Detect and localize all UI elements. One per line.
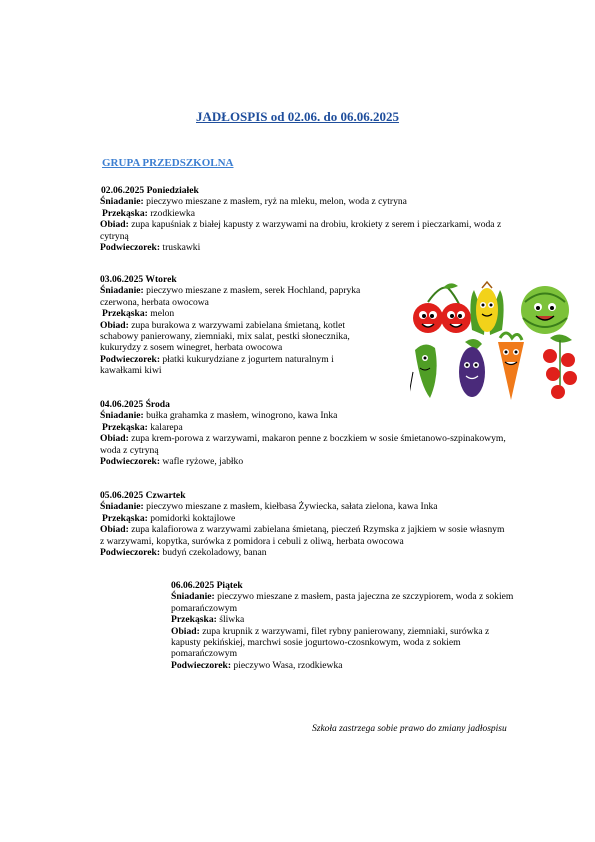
day-thursday	[100, 490, 504, 558]
snack-label: Przekąska:	[102, 207, 148, 219]
afternoon-text: pieczywo Wasa, rzodkiewka	[231, 659, 343, 671]
snack-label: Przekąska:	[102, 421, 148, 433]
breakfast-text: pieczywo mieszane z masłem, pasta jajeczna ze szczypiorem, woda z sokiem	[214, 591, 514, 603]
lunch-text-cont: schabowy panierowany, ziemniaki, mix salat, pestki słonecznika,	[100, 331, 350, 343]
breakfast-label: Śniadanie:	[100, 285, 144, 297]
breakfast-label: Śniadanie:	[171, 591, 215, 603]
pea-pod-icon	[410, 344, 437, 400]
afternoon-label: Podwieczorek:	[100, 353, 161, 365]
redcurrants-icon	[543, 334, 577, 399]
afternoon-label: Podwieczorek:	[100, 456, 161, 468]
snack-text: kalarepa	[147, 421, 183, 433]
afternoon-text: wafle ryżowe, jabłko	[160, 456, 244, 468]
afternoon-label: Podwieczorek:	[171, 659, 232, 671]
cherries-icon	[413, 283, 471, 333]
snack-text: melon	[147, 308, 175, 320]
breakfast-text: bułka grahamka z masłem, winogrono, kawa Inka	[143, 410, 338, 422]
lunch-label: Obiad:	[100, 433, 129, 445]
lunch-label: Obiad:	[171, 625, 200, 637]
day-title: 02.06.2025 Poniedziałek	[101, 185, 199, 196]
day-title: 05.06.2025 Czwartek	[100, 490, 186, 501]
lunch-label: Obiad:	[100, 319, 129, 331]
snack-label: Przekąska:	[171, 614, 217, 626]
lunch-text-cont: pomarańczowym	[171, 648, 238, 660]
group-heading: GRUPA PRZEDSZKOLNA	[102, 157, 234, 169]
snack-text: pomidorki koktajlowe	[147, 512, 236, 524]
breakfast-text-cont: pomarańczowym	[171, 602, 238, 614]
breakfast-text: pieczywo mieszane z masłem, serek Hochland, papryka	[143, 285, 361, 297]
day-title: 04.06.2025 Środa	[100, 399, 170, 410]
day-title: 03.06.2025 Wtorek	[100, 274, 177, 285]
snack-label: Przekąska:	[102, 512, 148, 524]
lunch-text-cont: kapusty pekińskiej, marchwi sosie jogurtowo-czosnkowym, woda z sokiem	[171, 637, 461, 649]
lunch-label: Obiad:	[100, 219, 129, 231]
afternoon-label: Podwieczorek:	[100, 242, 161, 254]
breakfast-text: pieczywo mieszane z masłem, kiełbasa Żywiecka, sałata zielona, kawa Inka	[143, 501, 438, 513]
footer-note: Szkoła zastrzega sobie prawo do zmiany jadłospisu	[312, 724, 507, 734]
lunch-text-cont: woda z cytryną	[100, 444, 159, 456]
lunch-text: zupa kalafiorowa z warzywami zabielana śmietaną, pieczeń Rzymska z jajkiem w sosie własnym	[128, 524, 505, 536]
lunch-text: zupa kapuśniak z białej kapusty z warzywami na drobiu, krokiety z serem i pieczarkami, woda z	[128, 219, 502, 231]
day-title: 06.06.2025 Piątek	[171, 580, 243, 591]
snack-text: śliwka	[216, 614, 245, 626]
afternoon-text: truskawki	[160, 242, 201, 254]
afternoon-text: płatki kukurydziane z jogurtem naturalnym i	[160, 353, 334, 365]
breakfast-text: pieczywo mieszane z masłem, ryż na mleku, melon, woda z cytryna	[143, 196, 407, 208]
cabbage-icon	[521, 286, 569, 334]
afternoon-text-cont: kawałkami kiwi	[100, 365, 162, 377]
lunch-text-cont: z warzywami, kopytka, surówka z pomidora i cebuli z oliwą, herbata owocowa	[100, 535, 404, 547]
breakfast-text-cont: czerwona, herbata owocowa	[100, 296, 209, 308]
eggplant-icon	[459, 339, 485, 397]
lunch-label: Obiad:	[100, 524, 129, 536]
breakfast-label: Śniadanie:	[100, 501, 144, 513]
afternoon-label: Podwieczorek:	[100, 547, 161, 559]
snack-text: rzodkiewka	[147, 207, 195, 219]
breakfast-label: Śniadanie:	[100, 410, 144, 422]
carrot-icon	[498, 333, 524, 400]
lunch-text-cont: kukurydzy z sosem winegret, herbata owocowa	[100, 342, 283, 354]
day-friday	[171, 580, 513, 671]
snack-label: Przekąska:	[102, 308, 148, 320]
corn-icon	[470, 282, 503, 335]
day-wednesday	[100, 399, 506, 467]
lunch-text: zupa krupnik z warzywami, filet rybny panierowany, ziemniaki, surówka z	[199, 625, 490, 637]
day-monday	[100, 185, 501, 253]
page-title: JADŁOSPIS od 02.06. do 06.06.2025	[196, 109, 399, 124]
lunch-text-cont: cytryną	[100, 230, 129, 242]
breakfast-label: Śniadanie:	[100, 196, 144, 208]
lunch-text: zupa krem-porowa z warzywami, makaron penne z boczkiem w sosie śmietanowo-szpinakowym,	[128, 433, 506, 445]
afternoon-text: budyń czekoladowy, banan	[160, 547, 267, 559]
cartoon-vegetables-icon	[410, 280, 585, 405]
day-tuesday	[100, 274, 360, 377]
lunch-text: zupa burakowa z warzywami zabielana śmietaną, kotlet	[128, 319, 346, 331]
